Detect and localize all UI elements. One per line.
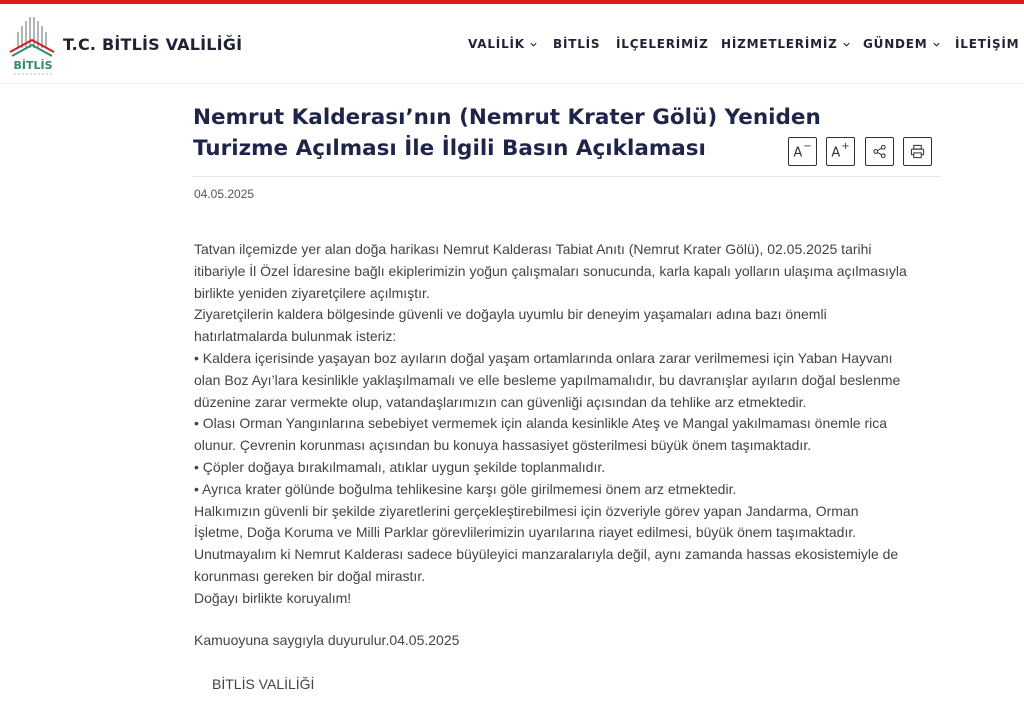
nav-item-label: VALİLİK xyxy=(468,37,525,51)
body-line: Halkımızın güvenli bir şekilde ziyaretlerini gerçekleştirebilmesi için özveriyle görev yapan Jandarma, Orman xyxy=(194,502,859,519)
body-line: olunur. Çevrenin korunması açısından bu konuya hassasiyet gösterilmesi büyük önem taşımaktadır. xyxy=(194,437,812,454)
print-button[interactable] xyxy=(903,137,932,166)
nav-item-label: İLÇELERİMİZ xyxy=(616,37,709,51)
chevron-down-icon xyxy=(529,40,538,49)
body-line: • Çöpler doğaya bırakılmamalı, atıklar uygun şekilde toplanmalıdır. xyxy=(194,458,606,475)
body-line: itibariyle İl Özel İdaresine bağlı ekiplerimizin yoğun çalışmaları sonucunda, karla kapalı yolların ulaşıma açılmasıyla xyxy=(194,262,907,279)
body-line: olan Boz Ayı’lara kesinlikle yaklaşılmamalı ve elle besleme yapılmamalıdır, bu davranışlar ayıların doğal beslenme xyxy=(194,371,901,388)
nav-item-bitlis[interactable] xyxy=(553,37,600,51)
body-line: korunması gereken bir doğal mirastır. xyxy=(194,567,426,584)
body-line: düzenine zarar vermekte olup, vatandaşlarımızın can güvenliği açısından da tehlike arz etmektedir. xyxy=(194,393,807,410)
site-title[interactable]: T.C. BİTLİS VALİLİĞİ xyxy=(63,35,243,54)
nav-item-hizmetlerimiz[interactable] xyxy=(721,37,851,51)
svg-text:BİTLİS: BİTLİS xyxy=(13,59,53,72)
nav-item-label: HİZMETLERİMİZ xyxy=(721,37,838,51)
article-title xyxy=(193,102,821,164)
nav-item-label: GÜNDEM xyxy=(863,37,928,51)
body-line: • Kaldera içerisinde yaşayan boz ayıların doğal yaşam ortamlarında onlara zarar verilmemesi için Yaban Hayvanı xyxy=(194,349,893,366)
chevron-down-icon xyxy=(842,40,851,49)
site-header xyxy=(0,4,1024,84)
nav-item-label: İLETİŞİM xyxy=(955,37,1020,51)
article-title-line: Nemrut Kalderası’nın (Nemrut Krater Gölü) Yeniden xyxy=(193,105,821,130)
article-date: 04.05.2025 xyxy=(194,187,255,201)
share-icon xyxy=(872,144,887,159)
body-line: • Olası Orman Yangınlarına sebebiyet vermemek için alanda kesinlikle Ateş ve Mangal yakılmaması önemle rica xyxy=(194,415,888,432)
body-line: Doğayı birlikte koruyalım! xyxy=(194,589,352,606)
decrease-font-icon: A− xyxy=(793,140,812,161)
body-line: hatırlatmalarda bulunmak isteriz: xyxy=(194,328,397,345)
chevron-down-icon xyxy=(932,40,941,49)
title-divider xyxy=(193,176,941,177)
article-body xyxy=(194,239,939,610)
nav-item-valilik[interactable] xyxy=(468,37,538,51)
article-signature: BİTLİS VALİLİĞİ xyxy=(212,676,315,692)
body-line: İşletme, Doğa Koruma ve Milli Parklar görevlilerimizin uyarılarına riayet edilmesi, büyük önem taşımaktadır. xyxy=(194,524,857,541)
body-line: • Ayrıca krater gölünde boğulma tehlikesine karşı göle girilmemesi önem arz etmektedir. xyxy=(194,480,737,497)
body-line: birlikte yeniden ziyaretçilere açılmıştır. xyxy=(194,284,430,301)
decrease-font-button[interactable] xyxy=(788,137,817,166)
article-closing: Kamuoyuna saygıyla duyurulur.04.05.2025 xyxy=(194,632,460,648)
increase-font-button[interactable] xyxy=(826,137,855,166)
increase-font-icon: A+ xyxy=(831,140,850,161)
share-button[interactable] xyxy=(865,137,894,166)
article-title-line: Turizme Açılması İle İlgili Basın Açıklaması xyxy=(193,136,706,161)
nav-item-ilcelerimiz[interactable] xyxy=(616,37,709,51)
body-line: Unutmayalım ki Nemrut Kalderası sadece büyüleyici manzaralarıyla değil, aynı zamanda hassas ekosistemiyle de xyxy=(194,546,899,563)
nav-item-label: BİTLİS xyxy=(553,37,601,51)
site-logo[interactable] xyxy=(8,14,58,76)
body-line: Ziyaretçilerin kaldera bölgesinde güvenli ve doğayla uyumlu bir deneyim yaşamaları adına bazı önemli xyxy=(194,306,827,323)
print-icon xyxy=(910,144,925,159)
nav-item-iletisim[interactable] xyxy=(955,37,1019,51)
nav-item-gundem[interactable] xyxy=(863,37,941,51)
body-line: Tatvan ilçemizde yer alan doğa harikası Nemrut Kalderası Tabiat Anıtı (Nemrut Krater Gölü), 02.05.2025 tarihi xyxy=(194,241,872,257)
bitlis-logo-icon xyxy=(8,14,58,76)
